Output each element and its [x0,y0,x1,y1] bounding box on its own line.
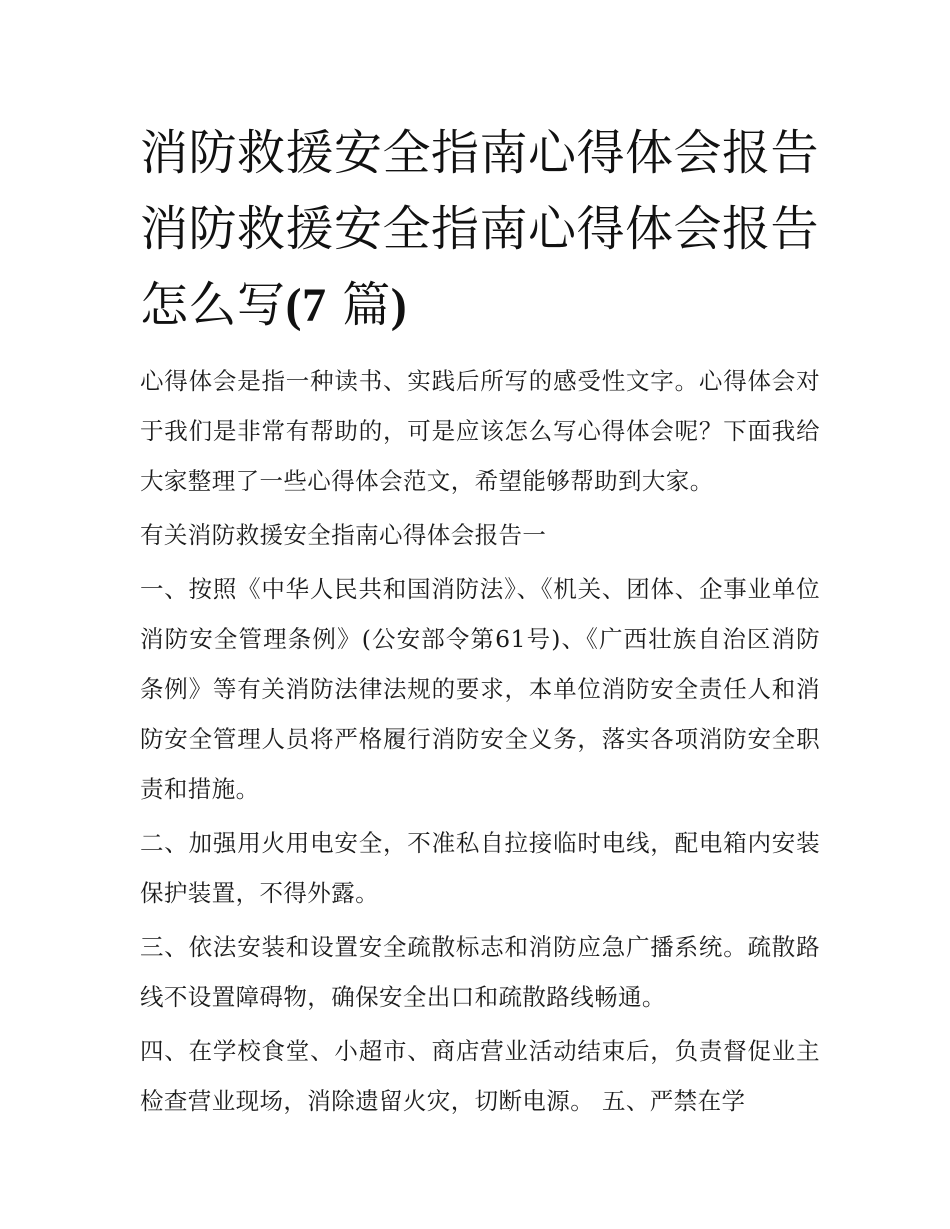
list-item-2: 二、加强用火用电安全，不准私自拉接临时电线，配电箱内安装保护装置，不得外露。 [140,829,820,907]
list-item-1: 一、按照《中华人民共和国消防法》、《机关、团体、企事业单位消防安全管理条例》(公安部令第61号)、《广西壮族自治区消防条例》等有关消防法律法规的要求，本单位消防安全责任人和消防安全管理人员将严格履行消防安全义务，落实各项消防安全职责和措施。 [140,575,820,803]
section-heading: 有关消防救援安全指南心得体会报告一 [140,521,547,549]
intro-paragraph: 心得体会是指一种读书、实践后所写的感受性文字。心得体会对于我们是非常有帮助的，可是应该怎么写心得体会呢？下面我给大家整理了一些心得体会范文，希望能够帮助到大家。 [140,367,820,495]
title-count-number: (7 [285,279,327,332]
title-close-paren: ) [390,279,408,332]
document-body [140,356,820,1130]
title-text: 消防救援安全指南心得体会报告 消防救援安全指南心得体会报告怎么写 [140,125,820,333]
list-item-3: 三、依法安装和设置安全疏散标志和消防应急广播系统。疏散路线不设置障碍物，确保安全出口和疏散路线畅通。 [140,933,820,1011]
list-item-4: 四、在学校食堂、小超市、商店营业活动结束后，负责督促业主检查营业现场，消除遗留火灾，切断电源。 五、严禁在学 [140,1037,820,1115]
title-count-unit: 篇 [326,277,391,333]
document-title [140,115,820,344]
